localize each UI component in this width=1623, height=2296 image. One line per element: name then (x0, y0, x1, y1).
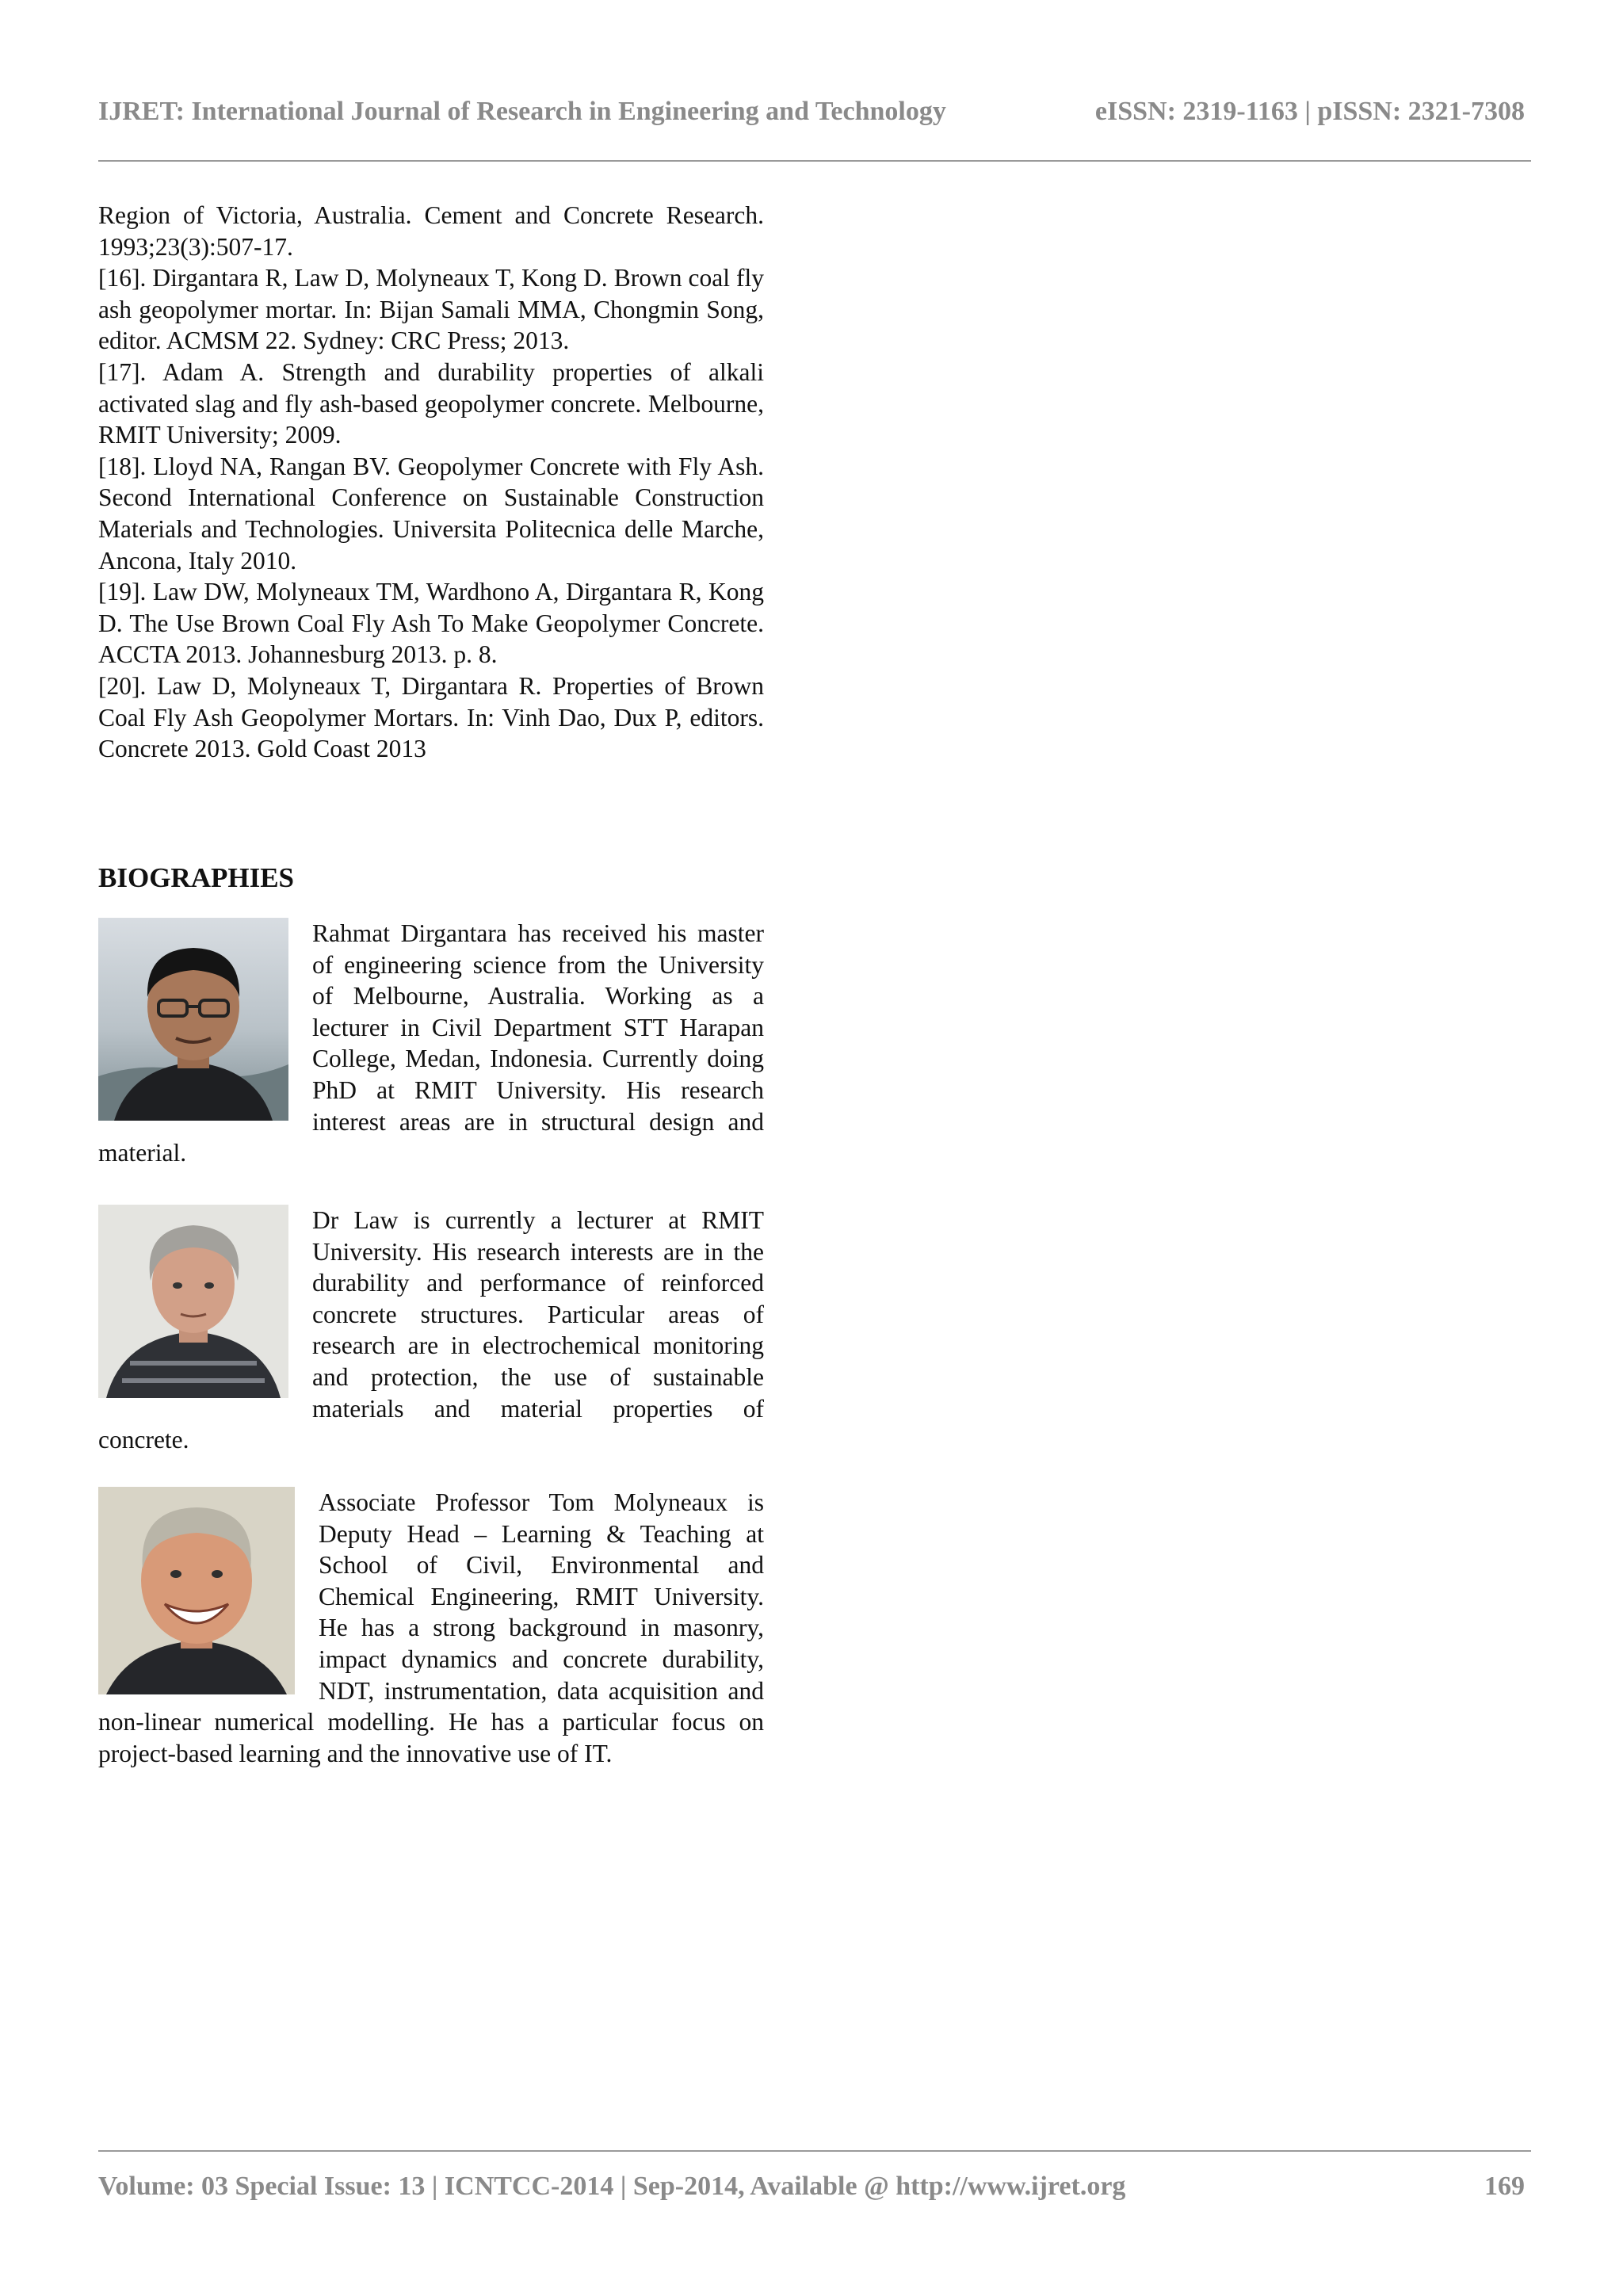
reference-15-continued: Region of Victoria, Australia. Cement and Concrete Research. 1993;23(3):507-17. (98, 201, 764, 261)
biography-dirgantara (98, 918, 764, 1169)
page-header (98, 97, 1525, 128)
author-photo-molyneaux (98, 1487, 295, 1694)
reference-20: [20]. Law D, Molyneaux T, Dirgantara R. Properties of Brown Coal Fly Ash Geopolymer Mortars. In: Vinh Dao, Dux P, editors. Concrete 2013. Gold Coast 2013 (98, 671, 764, 763)
issn-numbers: eISSN: 2319-1163 | pISSN: 2321-7308 (1094, 97, 1525, 126)
header-divider (98, 160, 1531, 162)
biography-text-law: Dr Law is currently a lecturer at RMIT University. His research interests are in the durability and performance of reinforced concrete structures. Particular areas of research are in electrochemical monitoring and protection, the use of sustainable materials and material properties of concrete. (98, 1206, 764, 1454)
page-footer (98, 2172, 1525, 2203)
author-photo-dirgantara (98, 918, 288, 1121)
references-list (98, 200, 764, 765)
reference-19: [19]. Law DW, Molyneaux TM, Wardhono A, Dirgantara R, Kong D. The Use Brown Coal Fly Ash To Make Geopolymer Concrete. ACCTA 2013. Johannesburg 2013. p. 8. (98, 578, 764, 669)
reference-18: [18]. Lloyd NA, Rangan BV. Geopolymer Concrete with Fly Ash. Second International Conference on Sustainable Construction Materials and Technologies. Universita Politecnica delle Marche, Ancona, Italy 2010. (98, 452, 764, 575)
footer-divider (98, 2150, 1531, 2152)
biography-law (98, 1205, 764, 1456)
journal-title: IJRET: International Journal of Research in Engineering and Technology (98, 97, 946, 126)
biography-text-molyneaux: Associate Professor Tom Molyneaux is Deputy Head – Learning & Teaching at School of Civil, Environmental and Chemical Engineering, RMIT University. He has a strong background in masonry, impact dynamics and concrete durability, NDT, instrumentation, data acquisition and non-linear numerical modelling. He has a particular focus on project-based learning and the innovative use of IT. (98, 1488, 764, 1767)
reference-16: [16]. Dirgantara R, Law D, Molyneaux T, Kong D. Brown coal fly ash geopolymer mortar. In: Bijan Samali MMA, Chongmin Song, editor. ACMSM 22. Sydney: CRC Press; 2013. (98, 264, 764, 355)
biography-molyneaux (98, 1487, 764, 1769)
reference-17: [17]. Adam A. Strength and durability properties of alkali activated slag and fly ash-based geopolymer concrete. Melbourne, RMIT University; 2009. (98, 357, 764, 449)
footer-volume-info: Volume: 03 Special Issue: 13 | ICNTCC-2014 | Sep-2014, Available @ http://www.ijret.org (98, 2172, 1126, 2201)
biographies-heading: BIOGRAPHIES (98, 862, 294, 893)
biography-text-dirgantara: Rahmat Dirgantara has received his master of engineering science from the University of Melbourne, Australia. Working as a lecturer in Civil Department STT Harapan College, Medan, Indonesia. Currently doing PhD at RMIT University. His research interest areas are in structural design and material. (98, 919, 764, 1167)
page-number: 169 (1484, 2172, 1525, 2201)
author-photo-law (98, 1205, 288, 1398)
